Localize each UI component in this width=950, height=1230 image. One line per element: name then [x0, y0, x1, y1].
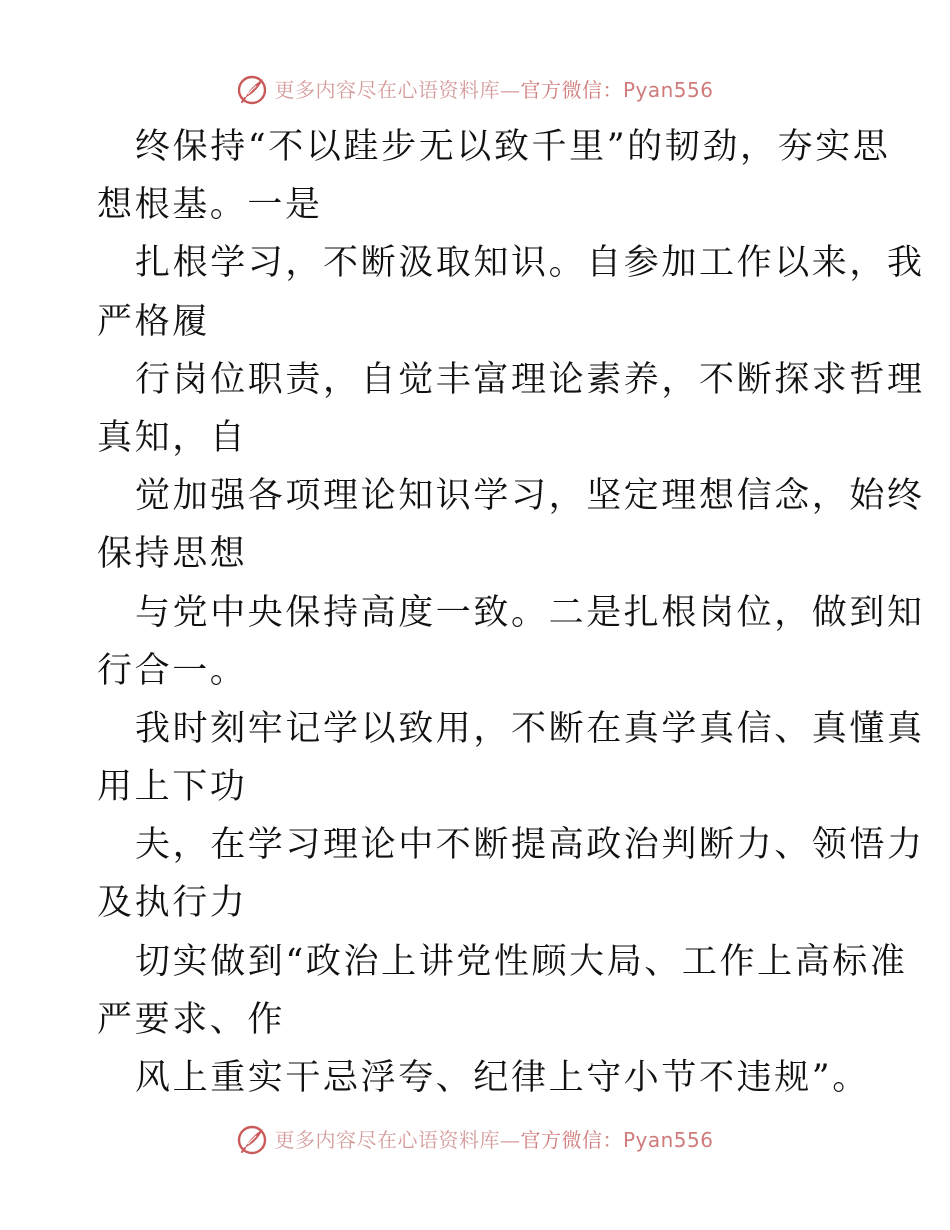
body-line: 严格履 [97, 301, 210, 342]
body-line: 想根基。一是 [97, 185, 323, 226]
watermark-wechat-text: 官方微信：Pyan556 [520, 78, 714, 102]
footer-watermark [0, 1120, 950, 1160]
body-line: 用上下功 [97, 767, 248, 808]
body-line: 终保持“不以跬步无以致千里”的韧劲，夯实思 [135, 127, 891, 167]
body-line: 扎根学习，不断汲取知识。自参加工作以来，我 [135, 243, 925, 284]
watermark-wechat-text: 官方微信：Pyan556 [520, 1128, 714, 1152]
body-line: 风上重实干忌浮夸、纪律上守小节不违规”。 [135, 1058, 870, 1098]
body-line: 及执行力 [97, 883, 248, 924]
body-line: 切实做到“政治上讲党性顾大局、工作上高标准 [135, 941, 908, 982]
body-line: 保持思想 [97, 534, 248, 575]
header-watermark [0, 70, 950, 110]
watermark-main-text: 更多内容尽在心语资料库 [274, 1128, 500, 1152]
watermark-text [274, 1120, 713, 1160]
feather-pen-circle-icon [236, 74, 268, 106]
body-line: 真知，自 [97, 417, 248, 458]
watermark-main-text: 更多内容尽在心语资料库 [274, 78, 500, 102]
body-line: 夫，在学习理论中不断提高政治判断力、领悟力 [135, 825, 925, 866]
feather-pen-circle-icon [236, 1124, 268, 1156]
body-line: 与党中央保持高度一致。二是扎根岗位，做到知 [135, 592, 925, 633]
document-body [97, 118, 925, 1107]
watermark-dash: — [499, 78, 521, 102]
body-line: 严要求、作 [97, 999, 286, 1040]
body-line: 我时刻牢记学以致用，不断在真学真信、真懂真 [135, 708, 925, 749]
body-line: 行岗位职责，自觉丰富理论素养，不断探求哲理 [135, 359, 925, 400]
watermark-text [274, 70, 713, 110]
watermark-dash: — [499, 1128, 521, 1152]
body-line: 行合一。 [97, 650, 248, 691]
body-line: 觉加强各项理论知识学习，坚定理想信念，始终 [135, 476, 925, 517]
